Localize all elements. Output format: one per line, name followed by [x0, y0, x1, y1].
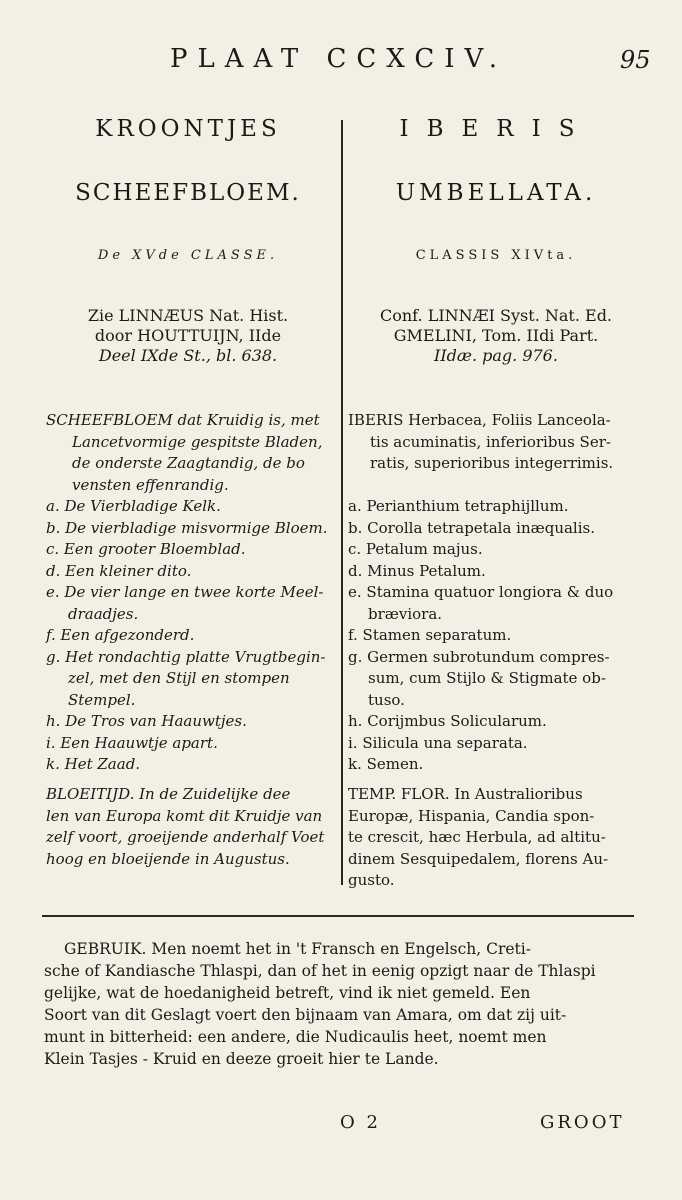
gebruik-line: Soort van dit Geslagt voert den bijnaam van Amara, om dat zij uit-: [44, 1006, 567, 1024]
temp-line: dinem Sesquipedalem, florens Au-: [348, 849, 609, 868]
dutch-bloeitijd: [46, 784, 324, 870]
desc-item-e: e. De vier lange en twee korte Meel-: [46, 583, 324, 601]
latin-name-line2: UMBELLATA.: [395, 180, 597, 206]
gebruik-paragraph: [44, 938, 640, 1070]
dutch-name-line1: KROONTJES: [95, 116, 281, 142]
desc-item-c: c. Petalum majus.: [348, 540, 483, 558]
latin-reference-1: Conf. LINNÆI Syst. Nat. Ed.: [379, 306, 613, 325]
dutch-name-line2: SCHEEFBLOEM.: [75, 180, 301, 206]
desc-line: bræviora.: [368, 604, 443, 623]
gebruik-line: gelijke, wat de hoedanigheid betreft, vind ik niet gemeld. Een: [44, 984, 531, 1002]
dutch-description: [46, 410, 328, 776]
desc-line: tis acuminatis, inferioribus Ser-: [370, 432, 611, 451]
desc-item-h: h. Corijmbus Solicularum.: [348, 712, 547, 730]
dutch-reference-1: Zie LINNÆUS Nat. Hist.: [87, 306, 289, 325]
desc-item-b: b. Corolla tetrapetala inæqualis.: [348, 518, 595, 537]
gebruik-line: GEBRUIK. Men noemt het in 't Fransch en Engelsch, Creti-: [64, 940, 531, 958]
desc-line: vensten effenrandig.: [72, 475, 229, 494]
bloei-line: hoog en bloeijende in Augustus.: [46, 849, 290, 868]
desc-item-f: f. Stamen separatum.: [348, 626, 512, 644]
desc-line: zel, met den Stijl en stompen: [68, 669, 290, 687]
bloei-line: zelf voort, groeijende anderhalf Voet: [46, 828, 325, 846]
temp-line: te crescit, hæc Herbula, ad altitu-: [348, 828, 606, 846]
desc-item-f: f. Een afgezonderd.: [46, 626, 195, 644]
desc-line: Lancetvormige gespitste Bladen,: [72, 432, 323, 451]
desc-line: ratis, superioribus integerrimis.: [370, 454, 614, 472]
desc-item-k: k. Het Zaad.: [46, 755, 141, 773]
desc-line: de onderste Zaagtandig, de bo: [72, 454, 305, 472]
desc-item-k: k. Semen.: [348, 755, 424, 773]
bloei-line: BLOEITIJD. In de Zuidelijke dee: [46, 785, 291, 803]
latin-classis: CLASSIS XIVta.: [415, 248, 577, 263]
desc-item-h: h. De Tros van Haauwtjes.: [46, 712, 247, 730]
latin-reference-2: GMELINI, Tom. IIdi Part.: [393, 326, 599, 345]
dutch-reference-3: Deel IXde St., bl. 638.: [98, 346, 278, 365]
temp-line: TEMP. FLOR. In Australioribus: [348, 785, 583, 803]
desc-item-d: d. Een kleiner dito.: [46, 561, 192, 580]
plate-title: PLAAT CCXCIV.: [170, 44, 507, 74]
column-divider: [341, 120, 343, 885]
dutch-reference-2: door HOUTTUIJN, IIde: [94, 326, 282, 345]
desc-item-g: g. Germen subrotundum compres-: [348, 647, 610, 666]
latin-name-line1: IBERIS: [399, 116, 593, 142]
desc-item-a: a. Perianthium tetraphijllum.: [348, 497, 569, 515]
horizontal-rule: [42, 915, 634, 917]
temp-line: gusto.: [348, 871, 395, 889]
gebruik-line: Klein Tasjes - Kruid en deeze groeit hier te Lande.: [44, 1050, 439, 1068]
latin-temp-flor: [348, 784, 608, 892]
desc-line: IBERIS Herbacea, Foliis Lanceola-: [348, 411, 611, 429]
desc-item-d: d. Minus Petalum.: [348, 561, 486, 580]
dutch-classe: De XVde CLASSE.: [97, 248, 279, 263]
desc-item-b: b. De vierbladige misvormige Bloem.: [46, 518, 328, 537]
desc-item-c: c. Een grooter Bloemblad.: [46, 540, 246, 558]
gebruik-line: sche of Kandiasche Thlaspi, dan of het in eenig opzigt naar de Thlaspi: [44, 962, 596, 980]
desc-item-i: i. Een Haauwtje apart.: [46, 733, 218, 752]
catchword: GROOT: [540, 1112, 625, 1133]
signature-mark: O 2: [340, 1112, 381, 1133]
page-number: 95: [620, 46, 651, 74]
temp-line: Europæ, Hispania, Candia spon-: [348, 806, 595, 825]
desc-spacer: [348, 475, 613, 497]
latin-reference-3: IIdæ. pag. 976.: [434, 346, 558, 365]
desc-line: tuso.: [368, 690, 405, 709]
desc-line: draadjes.: [68, 604, 139, 623]
desc-item-i: i. Silicula una separata.: [348, 733, 528, 752]
latin-description: [348, 410, 613, 776]
desc-line: sum, cum Stijlo & Stigmate ob-: [368, 669, 606, 687]
desc-item-a: a. De Vierbladige Kelk.: [46, 497, 221, 515]
gebruik-line: munt in bitterheid: een andere, die Nudicaulis heet, noemt men: [44, 1028, 547, 1046]
desc-item-g: g. Het rondachtig platte Vrugtbegin-: [46, 647, 326, 666]
desc-line: Stempel.: [68, 690, 136, 709]
bloei-line: len van Europa komt dit Kruidje van: [46, 806, 323, 825]
desc-line: SCHEEFBLOEM dat Kruidig is, met: [46, 411, 320, 429]
desc-item-e: e. Stamina quatuor longiora & duo: [348, 583, 614, 601]
